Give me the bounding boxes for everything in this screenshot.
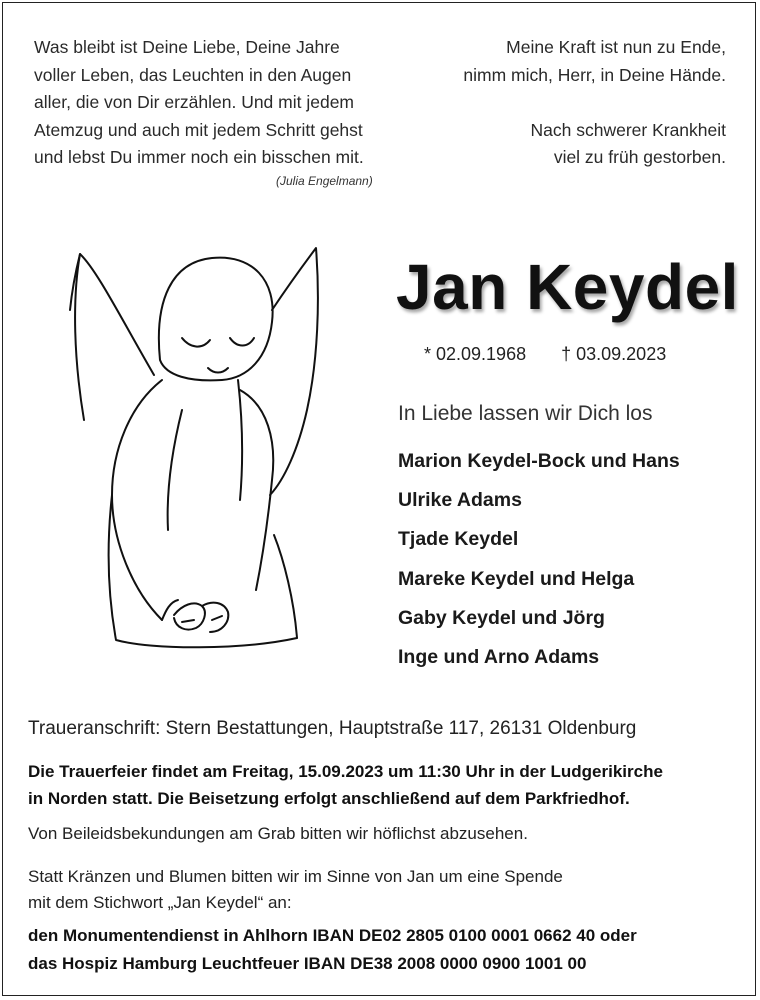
- death-date: † 03.09.2023: [561, 344, 667, 364]
- mourners-list: [398, 446, 738, 681]
- angel-line-drawing-icon: [62, 240, 342, 660]
- poem-left-line: und lebst Du immer noch ein bisschen mit.: [34, 147, 364, 167]
- poem-left-line: voller Leben, das Leuchten in den Augen: [34, 64, 352, 85]
- birth-date: * 02.09.1968: [424, 344, 527, 364]
- mourner-name: Ulrike Adams: [398, 489, 522, 512]
- service-line: Die Trauerfeier findet am Freitag, 15.09.2023 um 11:30 Uhr in der Ludgerikirche: [28, 762, 663, 781]
- poem-left-line: aller, die von Dir erzählen. Und mit jedem: [34, 92, 355, 112]
- donation-line: mit dem Stichwort „Jan Keydel“ an:: [28, 893, 292, 912]
- poem-right-line: nimm mich, Herr, in Deine Hände.: [463, 64, 726, 85]
- poem-right-line: Nach schwerer Krankheit: [530, 119, 726, 140]
- farewell-text: In Liebe lassen wir Dich los: [398, 402, 653, 425]
- mourning-address: Traueranschrift: Stern Bestattungen, Hauptstraße 117, 26131 Oldenburg: [28, 718, 637, 739]
- life-dates: [424, 344, 666, 365]
- poem-left-line: Was bleibt ist Deine Liebe, Deine Jahre: [34, 37, 340, 57]
- mourner-name: Gaby Keydel und Jörg: [398, 606, 605, 629]
- bank-line: den Monumentendienst in Ahlhorn IBAN DE02 2805 0100 0001 0662 40 oder: [28, 926, 637, 945]
- donation-request: [28, 864, 563, 916]
- mourner-name: Inge und Arno Adams: [398, 645, 600, 668]
- bank-details: [28, 922, 637, 978]
- funeral-service-info: [28, 758, 663, 812]
- mourner-name: Marion Keydel-Bock und Hans: [398, 450, 680, 472]
- service-line: in Norden statt. Die Beisetzung erfolgt anschließend auf dem Parkfriedhof.: [28, 789, 630, 808]
- bank-line: das Hospiz Hamburg Leuchtfeuer IBAN DE38 2008 0000 0900 1001 00: [28, 954, 587, 973]
- condolence-note: Von Beileidsbekundungen am Grab bitten wir höflichst abzusehen.: [28, 824, 528, 843]
- poem-left-line: Atemzug und auch mit jedem Schritt gehst: [34, 119, 363, 140]
- mourner-name: Mareke Keydel und Helga: [398, 567, 635, 590]
- donation-line: Statt Kränzen und Blumen bitten wir im Sinne von Jan um eine Spende: [28, 867, 563, 886]
- poem-author: (Julia Engelmann): [276, 174, 373, 188]
- poem-right-line: viel zu früh gestorben.: [553, 147, 726, 167]
- poem-right-line: Meine Kraft ist nun zu Ende,: [506, 37, 726, 57]
- poem-left: [34, 34, 404, 172]
- mourner-name: Tjade Keydel: [398, 528, 519, 551]
- deceased-name: Jan Keydel: [396, 251, 739, 323]
- poem-right: [396, 34, 726, 172]
- stanza-gap: [396, 89, 726, 117]
